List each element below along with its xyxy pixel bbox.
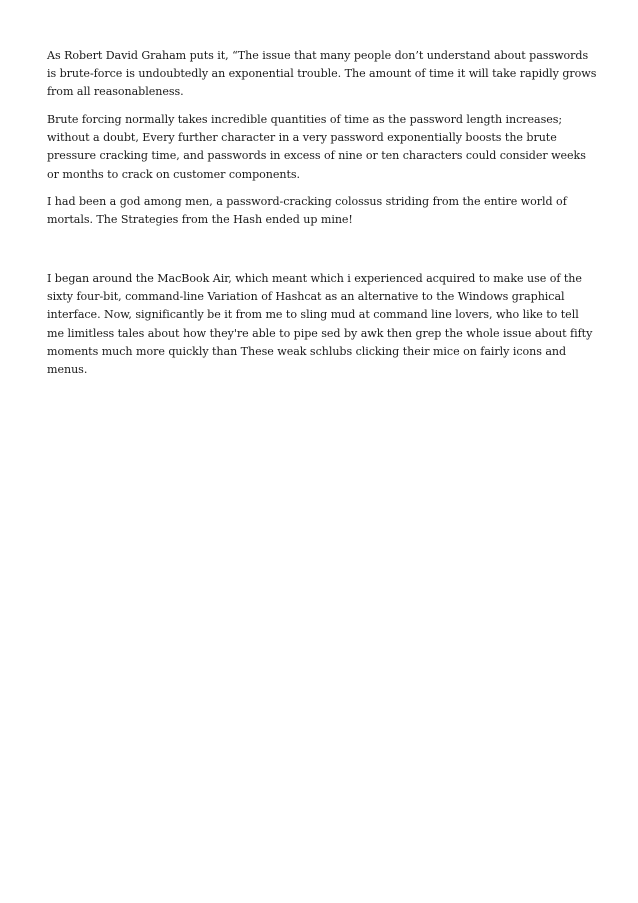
paragraph-macbook-hashcat: I began around the MacBook Air, which meant which i experienced acquired to make use of the sixty four-bit, command-line Variation of Hashcat as an alternative to the Windows graphical interface. Now, significantly be it from me to sling mud at command line lovers, who like to tell me limitless tales about how they're able to pipe sed by awk then grep the whole issue about fifty moments much more quickly than These weak schlubs clicking their mice on fairly icons and menus.: [47, 272, 593, 377]
paragraph-god-among-men: I had been a god among men, a password-cracking colossus striding from the entire world of mortals. The Strategies from the Hash ended up mine!: [47, 195, 567, 227]
paragraph-brute-forcing: Brute forcing normally takes incredible quantities of time as the password length increases; without a doubt, Every further character in a very password exponentially boosts the brute pressure cracking time, and passwords in excess of nine or ten characters could consider weeks or months to crack on customer components.: [47, 113, 586, 181]
paragraph-graham-quote: As Robert David Graham puts it, “The issue that many people don’t understand about passwords is brute-force is undoubtedly an exponential trouble. The amount of time it will take rapidly grows from all reasonableness.: [47, 49, 597, 99]
